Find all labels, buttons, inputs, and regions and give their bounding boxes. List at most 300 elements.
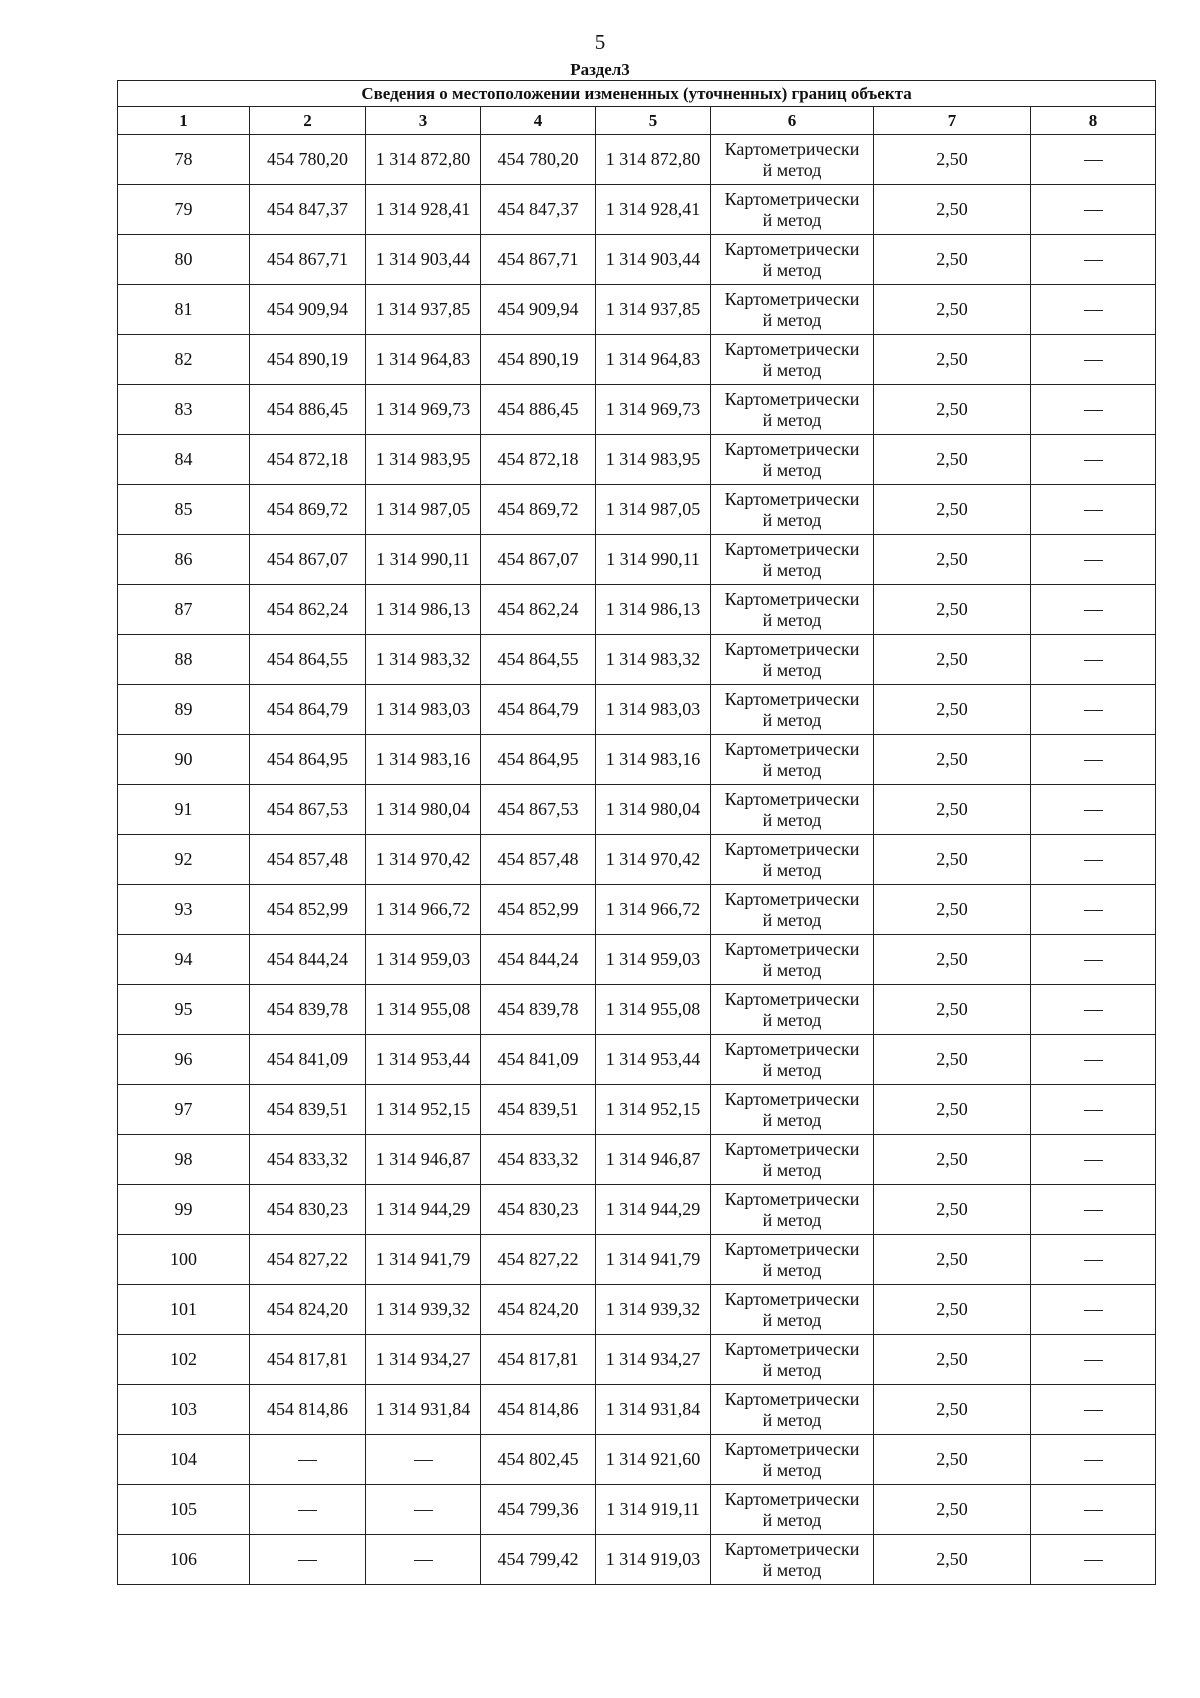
accuracy-cell: 2,50 bbox=[874, 1335, 1031, 1385]
coord-x-cell: 454 817,81 bbox=[481, 1335, 596, 1385]
point-number-cell: 94 bbox=[118, 935, 250, 985]
table-row bbox=[118, 1335, 1156, 1385]
description-cell bbox=[1031, 735, 1156, 785]
coord-x-cell: 454 830,23 bbox=[481, 1185, 596, 1235]
table-row bbox=[118, 135, 1156, 185]
coord-x-cell: 454 909,94 bbox=[250, 285, 366, 335]
coord-y-cell: 1 314 928,41 bbox=[596, 185, 711, 235]
coord-x-cell: 454 867,53 bbox=[481, 785, 596, 835]
description-cell bbox=[1031, 1435, 1156, 1485]
method-text: Картометрически bbox=[724, 738, 860, 759]
section-title: Раздел3 bbox=[570, 60, 630, 79]
method-cell bbox=[711, 235, 874, 285]
accuracy-cell: 2,50 bbox=[874, 735, 1031, 785]
coord-y-cell: 1 314 939,32 bbox=[596, 1285, 711, 1335]
table-row bbox=[118, 835, 1156, 885]
coord-x-cell: 454 852,99 bbox=[250, 885, 366, 935]
coord-y-cell: 1 314 986,13 bbox=[366, 585, 481, 635]
point-number-cell: 80 bbox=[118, 235, 250, 285]
accuracy-cell: 2,50 bbox=[874, 1035, 1031, 1085]
description-cell bbox=[1031, 1085, 1156, 1135]
coord-x-cell: 454 824,20 bbox=[481, 1285, 596, 1335]
table-row bbox=[118, 435, 1156, 485]
table-row bbox=[118, 685, 1156, 735]
coord-y-cell: 1 314 959,03 bbox=[596, 935, 711, 985]
description-cell bbox=[1031, 1535, 1156, 1585]
coord-x-cell: 454 839,78 bbox=[481, 985, 596, 1035]
coord-x-cell: 454 864,55 bbox=[250, 635, 366, 685]
method-text: Картометрически bbox=[724, 1438, 860, 1459]
method-text: й метод bbox=[762, 909, 822, 930]
coord-x-cell: 454 827,22 bbox=[481, 1235, 596, 1285]
method-cell bbox=[711, 1035, 874, 1085]
method-text: й метод bbox=[762, 209, 822, 230]
accuracy-cell: 2,50 bbox=[874, 785, 1031, 835]
coord-x-cell: 454 909,94 bbox=[481, 285, 596, 335]
dash-mark bbox=[1084, 310, 1103, 311]
coord-y-cell: 1 314 872,80 bbox=[366, 135, 481, 185]
dash-mark bbox=[1084, 1410, 1103, 1411]
coord-y-cell: 1 314 939,32 bbox=[366, 1285, 481, 1335]
coord-x-cell: 454 872,18 bbox=[250, 435, 366, 485]
coord-x-cell: 454 886,45 bbox=[250, 385, 366, 435]
coord-x-cell: 454 839,78 bbox=[250, 985, 366, 1035]
coord-y-cell: 1 314 983,95 bbox=[366, 435, 481, 485]
coord-y-cell: 1 314 903,44 bbox=[596, 235, 711, 285]
coord-y-cell: 1 314 944,29 bbox=[366, 1185, 481, 1235]
description-cell bbox=[1031, 585, 1156, 635]
point-number-cell: 99 bbox=[118, 1185, 250, 1235]
method-text: Картометрически bbox=[724, 588, 860, 609]
table-row bbox=[118, 1285, 1156, 1335]
description-cell bbox=[1031, 635, 1156, 685]
table-row bbox=[118, 885, 1156, 935]
point-number-cell: 98 bbox=[118, 1135, 250, 1185]
method-text: Картометрически bbox=[724, 188, 860, 209]
coord-y-cell: 1 314 959,03 bbox=[366, 935, 481, 985]
dash-mark bbox=[1084, 960, 1103, 961]
description-cell bbox=[1031, 1035, 1156, 1085]
method-text: й метод bbox=[762, 1109, 822, 1130]
coord-x-cell: 454 864,79 bbox=[250, 685, 366, 735]
method-cell bbox=[711, 585, 874, 635]
point-number-cell: 78 bbox=[118, 135, 250, 185]
coord-x-cell: 454 852,99 bbox=[481, 885, 596, 935]
method-text: Картометрически bbox=[724, 688, 860, 709]
description-cell bbox=[1031, 535, 1156, 585]
method-cell bbox=[711, 735, 874, 785]
coord-x-cell: 454 817,81 bbox=[250, 1335, 366, 1385]
table-row bbox=[118, 1385, 1156, 1435]
method-text: й метод bbox=[762, 159, 822, 180]
coord-y-cell: 1 314 983,03 bbox=[596, 685, 711, 735]
accuracy-cell: 2,50 bbox=[874, 1535, 1031, 1585]
coord-x-cell bbox=[250, 1485, 366, 1535]
coord-y-cell: 1 314 964,83 bbox=[366, 335, 481, 385]
method-cell bbox=[711, 485, 874, 535]
table-row bbox=[118, 1135, 1156, 1185]
table-body bbox=[118, 135, 1156, 1585]
method-cell bbox=[711, 185, 874, 235]
coord-x-cell: 454 867,07 bbox=[481, 535, 596, 585]
coord-x-cell bbox=[250, 1435, 366, 1485]
description-cell bbox=[1031, 135, 1156, 185]
dash-mark bbox=[1084, 1010, 1103, 1011]
method-cell bbox=[711, 1535, 874, 1585]
table-row bbox=[118, 735, 1156, 785]
method-text: Картометрически bbox=[724, 1188, 860, 1209]
coord-y-cell: 1 314 937,85 bbox=[596, 285, 711, 335]
coord-y-cell bbox=[366, 1435, 481, 1485]
description-cell bbox=[1031, 285, 1156, 335]
accuracy-cell: 2,50 bbox=[874, 835, 1031, 885]
table-row bbox=[118, 485, 1156, 535]
description-cell bbox=[1031, 835, 1156, 885]
coord-y-cell bbox=[366, 1535, 481, 1585]
method-text: й метод bbox=[762, 959, 822, 980]
method-text: Картометрически bbox=[724, 1338, 860, 1359]
dash-mark bbox=[1084, 1160, 1103, 1161]
dash-mark bbox=[1084, 1110, 1103, 1111]
point-number-cell: 84 bbox=[118, 435, 250, 485]
point-number-cell: 103 bbox=[118, 1385, 250, 1435]
method-text: й метод bbox=[762, 709, 822, 730]
method-text: й метод bbox=[762, 659, 822, 680]
method-cell bbox=[711, 985, 874, 1035]
method-text: Картометрически bbox=[724, 538, 860, 559]
point-number-cell: 85 bbox=[118, 485, 250, 535]
coord-y-cell: 1 314 919,03 bbox=[596, 1535, 711, 1585]
coord-x-cell: 454 799,36 bbox=[481, 1485, 596, 1535]
coord-x-cell: 454 890,19 bbox=[250, 335, 366, 385]
point-number-cell: 97 bbox=[118, 1085, 250, 1135]
dash-mark bbox=[1084, 1260, 1103, 1261]
method-text: й метод bbox=[762, 1259, 822, 1280]
accuracy-cell: 2,50 bbox=[874, 385, 1031, 435]
method-text: й метод bbox=[762, 809, 822, 830]
coord-y-cell: 1 314 966,72 bbox=[596, 885, 711, 935]
method-cell bbox=[711, 1185, 874, 1235]
method-text: й метод bbox=[762, 1209, 822, 1230]
description-cell bbox=[1031, 1135, 1156, 1185]
dash-mark bbox=[298, 1460, 317, 1461]
coordinates-table bbox=[117, 80, 1156, 1585]
point-number-cell: 104 bbox=[118, 1435, 250, 1485]
method-text: Картометрически bbox=[724, 1038, 860, 1059]
accuracy-cell: 2,50 bbox=[874, 535, 1031, 585]
accuracy-cell: 2,50 bbox=[874, 1385, 1031, 1435]
method-text: й метод bbox=[762, 1309, 822, 1330]
method-cell bbox=[711, 1235, 874, 1285]
point-number-cell: 96 bbox=[118, 1035, 250, 1085]
coord-y-cell: 1 314 955,08 bbox=[366, 985, 481, 1035]
coord-x-cell: 454 844,24 bbox=[250, 935, 366, 985]
accuracy-cell: 2,50 bbox=[874, 1085, 1031, 1135]
dash-mark bbox=[298, 1510, 317, 1511]
coord-x-cell: 454 890,19 bbox=[481, 335, 596, 385]
point-number-cell: 87 bbox=[118, 585, 250, 635]
description-cell bbox=[1031, 385, 1156, 435]
method-text: Картометрически bbox=[724, 388, 860, 409]
method-text: й метод bbox=[762, 409, 822, 430]
method-cell bbox=[711, 935, 874, 985]
table-row bbox=[118, 635, 1156, 685]
method-text: Картометрически bbox=[724, 488, 860, 509]
point-number-cell: 86 bbox=[118, 535, 250, 585]
coord-y-cell: 1 314 946,87 bbox=[366, 1135, 481, 1185]
accuracy-cell: 2,50 bbox=[874, 335, 1031, 385]
method-text: й метод bbox=[762, 1359, 822, 1380]
point-number-cell: 92 bbox=[118, 835, 250, 885]
coord-x-cell: 454 802,45 bbox=[481, 1435, 596, 1485]
method-text: й метод bbox=[762, 359, 822, 380]
method-cell bbox=[711, 1435, 874, 1485]
table-row bbox=[118, 1435, 1156, 1485]
point-number-cell: 79 bbox=[118, 185, 250, 235]
method-text: й метод bbox=[762, 1409, 822, 1430]
coord-x-cell: 454 839,51 bbox=[250, 1085, 366, 1135]
coord-x-cell: 454 872,18 bbox=[481, 435, 596, 485]
table-row bbox=[118, 535, 1156, 585]
dash-mark bbox=[414, 1460, 433, 1461]
method-cell bbox=[711, 1135, 874, 1185]
point-number-cell: 106 bbox=[118, 1535, 250, 1585]
method-text: Картометрически bbox=[724, 338, 860, 359]
point-number-cell: 83 bbox=[118, 385, 250, 435]
method-cell bbox=[711, 385, 874, 435]
method-text: Картометрически bbox=[724, 238, 860, 259]
table-row bbox=[118, 1085, 1156, 1135]
description-cell bbox=[1031, 1385, 1156, 1435]
coord-x-cell: 454 864,55 bbox=[481, 635, 596, 685]
column-header: 5 bbox=[596, 107, 711, 135]
coord-y-cell: 1 314 953,44 bbox=[366, 1035, 481, 1085]
column-header: 7 bbox=[874, 107, 1031, 135]
method-cell bbox=[711, 285, 874, 335]
table-row bbox=[118, 385, 1156, 435]
coord-y-cell: 1 314 928,41 bbox=[366, 185, 481, 235]
coord-y-cell: 1 314 990,11 bbox=[366, 535, 481, 585]
coord-x-cell: 454 847,37 bbox=[250, 185, 366, 235]
coord-x-cell: 454 833,32 bbox=[250, 1135, 366, 1185]
method-text: Картометрически bbox=[724, 838, 860, 859]
coord-y-cell: 1 314 980,04 bbox=[366, 785, 481, 835]
table-row bbox=[118, 1535, 1156, 1585]
description-cell bbox=[1031, 485, 1156, 535]
coord-y-cell: 1 314 903,44 bbox=[366, 235, 481, 285]
accuracy-cell: 2,50 bbox=[874, 1135, 1031, 1185]
method-text: й метод bbox=[762, 1459, 822, 1480]
coord-x-cell: 454 867,71 bbox=[250, 235, 366, 285]
coord-y-cell: 1 314 969,73 bbox=[366, 385, 481, 435]
dash-mark bbox=[1084, 360, 1103, 361]
coord-x-cell: 454 867,71 bbox=[481, 235, 596, 285]
description-cell bbox=[1031, 1185, 1156, 1235]
dash-mark bbox=[414, 1560, 433, 1561]
dash-mark bbox=[1084, 260, 1103, 261]
description-cell bbox=[1031, 335, 1156, 385]
coord-y-cell: 1 314 952,15 bbox=[366, 1085, 481, 1135]
coord-y-cell: 1 314 944,29 bbox=[596, 1185, 711, 1235]
table-row bbox=[118, 185, 1156, 235]
coord-x-cell: 454 824,20 bbox=[250, 1285, 366, 1335]
accuracy-cell: 2,50 bbox=[874, 485, 1031, 535]
dash-mark bbox=[1084, 860, 1103, 861]
coord-x-cell: 454 814,86 bbox=[481, 1385, 596, 1435]
coord-y-cell: 1 314 937,85 bbox=[366, 285, 481, 335]
point-number-cell: 88 bbox=[118, 635, 250, 685]
coord-y-cell: 1 314 983,32 bbox=[596, 635, 711, 685]
description-cell bbox=[1031, 235, 1156, 285]
description-cell bbox=[1031, 185, 1156, 235]
coord-y-cell: 1 314 931,84 bbox=[596, 1385, 711, 1435]
coord-y-cell: 1 314 955,08 bbox=[596, 985, 711, 1035]
coord-y-cell: 1 314 983,32 bbox=[366, 635, 481, 685]
method-cell bbox=[711, 785, 874, 835]
accuracy-cell: 2,50 bbox=[874, 185, 1031, 235]
coord-y-cell: 1 314 966,72 bbox=[366, 885, 481, 935]
table-caption: Сведения о местоположении измененных (уточненных) границ объекта bbox=[118, 81, 1156, 107]
coord-x-cell: 454 799,42 bbox=[481, 1535, 596, 1585]
coord-x-cell: 454 864,95 bbox=[481, 735, 596, 785]
method-cell bbox=[711, 1335, 874, 1385]
coord-x-cell: 454 833,32 bbox=[481, 1135, 596, 1185]
method-text: Картометрически bbox=[724, 1288, 860, 1309]
coord-y-cell: 1 314 964,83 bbox=[596, 335, 711, 385]
method-text: й метод bbox=[762, 459, 822, 480]
coord-x-cell: 454 857,48 bbox=[250, 835, 366, 885]
dash-mark bbox=[414, 1510, 433, 1511]
coord-y-cell: 1 314 941,79 bbox=[596, 1235, 711, 1285]
dash-mark bbox=[1084, 210, 1103, 211]
coord-x-cell: 454 847,37 bbox=[481, 185, 596, 235]
description-cell bbox=[1031, 1335, 1156, 1385]
coord-x-cell: 454 886,45 bbox=[481, 385, 596, 435]
coord-y-cell: 1 314 970,42 bbox=[596, 835, 711, 885]
method-cell bbox=[711, 1485, 874, 1535]
method-text: й метод bbox=[762, 1009, 822, 1030]
table-row bbox=[118, 1035, 1156, 1085]
method-text: й метод bbox=[762, 509, 822, 530]
table-row bbox=[118, 1235, 1156, 1285]
accuracy-cell: 2,50 bbox=[874, 285, 1031, 335]
point-number-cell: 100 bbox=[118, 1235, 250, 1285]
dash-mark bbox=[1084, 660, 1103, 661]
coord-x-cell: 454 780,20 bbox=[481, 135, 596, 185]
accuracy-cell: 2,50 bbox=[874, 1185, 1031, 1235]
coord-x-cell: 454 839,51 bbox=[481, 1085, 596, 1135]
dash-mark bbox=[1084, 610, 1103, 611]
method-text: й метод bbox=[762, 1509, 822, 1530]
method-text: Картометрически bbox=[724, 138, 860, 159]
coord-x-cell: 454 862,24 bbox=[481, 585, 596, 635]
point-number-cell: 91 bbox=[118, 785, 250, 835]
table-row bbox=[118, 1485, 1156, 1535]
accuracy-cell: 2,50 bbox=[874, 435, 1031, 485]
coord-y-cell: 1 314 983,16 bbox=[366, 735, 481, 785]
method-text: Картометрически bbox=[724, 1238, 860, 1259]
coord-y-cell: 1 314 872,80 bbox=[596, 135, 711, 185]
method-text: й метод bbox=[762, 1059, 822, 1080]
method-text: й метод bbox=[762, 259, 822, 280]
table-row bbox=[118, 335, 1156, 385]
coord-x-cell: 454 841,09 bbox=[250, 1035, 366, 1085]
coord-y-cell: 1 314 934,27 bbox=[366, 1335, 481, 1385]
accuracy-cell: 2,50 bbox=[874, 635, 1031, 685]
accuracy-cell: 2,50 bbox=[874, 935, 1031, 985]
dash-mark bbox=[1084, 1360, 1103, 1361]
dash-mark bbox=[1084, 1310, 1103, 1311]
coord-x-cell: 454 830,23 bbox=[250, 1185, 366, 1235]
description-cell bbox=[1031, 785, 1156, 835]
method-cell bbox=[711, 435, 874, 485]
method-cell bbox=[711, 335, 874, 385]
accuracy-cell: 2,50 bbox=[874, 685, 1031, 735]
method-cell bbox=[711, 1285, 874, 1335]
method-cell bbox=[711, 135, 874, 185]
method-cell bbox=[711, 535, 874, 585]
description-cell bbox=[1031, 1285, 1156, 1335]
dash-mark bbox=[1084, 510, 1103, 511]
coord-x-cell: 454 867,53 bbox=[250, 785, 366, 835]
coord-y-cell: 1 314 919,11 bbox=[596, 1485, 711, 1535]
coord-x-cell: 454 869,72 bbox=[250, 485, 366, 535]
dash-mark bbox=[1084, 810, 1103, 811]
coord-y-cell: 1 314 970,42 bbox=[366, 835, 481, 885]
point-number-cell: 102 bbox=[118, 1335, 250, 1385]
column-header: 8 bbox=[1031, 107, 1156, 135]
dash-mark bbox=[298, 1560, 317, 1561]
method-text: Картометрически bbox=[724, 1388, 860, 1409]
accuracy-cell: 2,50 bbox=[874, 235, 1031, 285]
dash-mark bbox=[1084, 710, 1103, 711]
coord-y-cell: 1 314 983,95 bbox=[596, 435, 711, 485]
coord-x-cell: 454 841,09 bbox=[481, 1035, 596, 1085]
method-text: Картометрически bbox=[724, 1138, 860, 1159]
column-header: 4 bbox=[481, 107, 596, 135]
accuracy-cell: 2,50 bbox=[874, 135, 1031, 185]
point-number-cell: 95 bbox=[118, 985, 250, 1035]
coord-y-cell: 1 314 987,05 bbox=[366, 485, 481, 535]
point-number-cell: 89 bbox=[118, 685, 250, 735]
table-row bbox=[118, 285, 1156, 335]
method-text: Картометрически bbox=[724, 1088, 860, 1109]
coord-y-cell: 1 314 934,27 bbox=[596, 1335, 711, 1385]
coord-y-cell: 1 314 952,15 bbox=[596, 1085, 711, 1135]
coord-y-cell: 1 314 980,04 bbox=[596, 785, 711, 835]
dash-mark bbox=[1084, 560, 1103, 561]
coord-y-cell: 1 314 990,11 bbox=[596, 535, 711, 585]
table-row bbox=[118, 785, 1156, 835]
accuracy-cell: 2,50 bbox=[874, 1235, 1031, 1285]
description-cell bbox=[1031, 1485, 1156, 1535]
point-number-cell: 82 bbox=[118, 335, 250, 385]
description-cell bbox=[1031, 435, 1156, 485]
column-header: 6 bbox=[711, 107, 874, 135]
description-cell bbox=[1031, 985, 1156, 1035]
dash-mark bbox=[1084, 1510, 1103, 1511]
point-number-cell: 90 bbox=[118, 735, 250, 785]
coord-y-cell: 1 314 946,87 bbox=[596, 1135, 711, 1185]
point-number-cell: 81 bbox=[118, 285, 250, 335]
method-text: Картометрически bbox=[724, 988, 860, 1009]
method-text: й метод bbox=[762, 859, 822, 880]
coord-y-cell: 1 314 983,03 bbox=[366, 685, 481, 735]
coord-x-cell: 454 780,20 bbox=[250, 135, 366, 185]
description-cell bbox=[1031, 685, 1156, 735]
method-cell bbox=[711, 885, 874, 935]
method-text: й метод bbox=[762, 759, 822, 780]
